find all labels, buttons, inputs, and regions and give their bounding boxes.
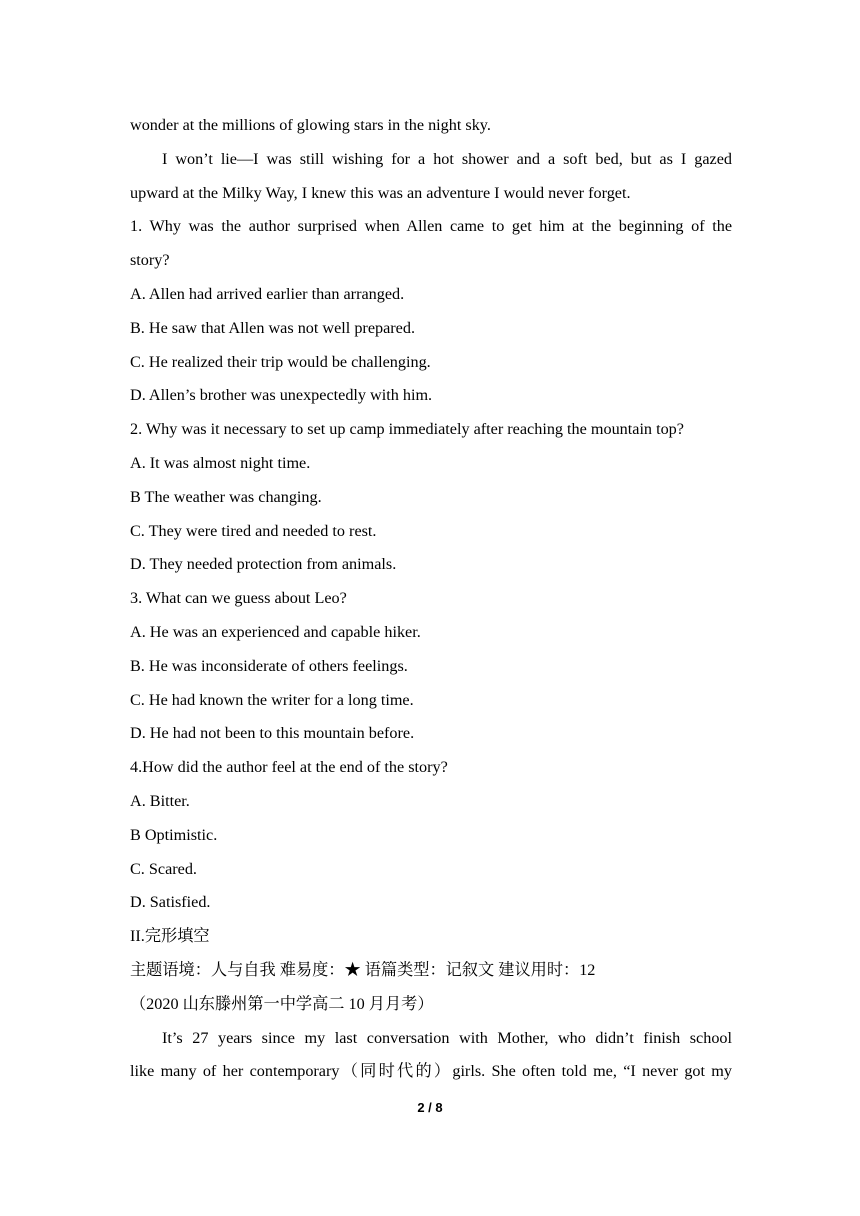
question-4-option-b: B Optimistic.: [130, 825, 218, 844]
section-info: 主题语境：人与自我 难易度：★ 语篇类型：记叙文 建议用时：12: [130, 960, 596, 979]
cloze-passage-line: It’s 27 years since my last conversation with Mother, who didn’t finish school: [162, 1028, 732, 1047]
question-1-option-c: C. He realized their trip would be challenging.: [130, 352, 431, 371]
passage-line: I won’t lie—I was still wishing for a hot shower and a soft bed, but as I gazed: [162, 149, 732, 168]
page-number: 2 / 8: [417, 1100, 443, 1115]
question-4-option-a: A. Bitter.: [130, 791, 190, 810]
question-4-option-d: D. Satisfied.: [130, 893, 211, 912]
passage-line: wonder at the millions of glowing stars in the night sky.: [130, 116, 491, 134]
question-1-option-b: B. He saw that Allen was not well prepared.: [130, 318, 416, 337]
question-2-option-c: C. They were tired and needed to rest.: [130, 521, 377, 540]
question-2-stem: 2. Why was it necessary to set up camp immediately after reaching the mountain top?: [130, 420, 684, 439]
question-1-option-a: A. Allen had arrived earlier than arranged.: [130, 284, 405, 303]
question-3-option-a: A. He was an experienced and capable hiker.: [130, 622, 421, 641]
cloze-passage-line: like many of her contemporary（同时代的）girls. She often told me, “I never got my: [130, 1062, 732, 1081]
question-4-stem: 4.How did the author feel at the end of the story?: [130, 758, 448, 777]
question-1-stem: 1. Why was the author surprised when Allen came to get him at the beginning of the: [130, 217, 732, 236]
question-3-stem: 3. What can we guess about Leo?: [130, 589, 347, 608]
question-2-option-b: B The weather was changing.: [130, 487, 322, 506]
page-content: [130, 109, 732, 1089]
question-2-option-d: D. They needed protection from animals.: [130, 555, 397, 574]
section-heading: II.完形填空: [130, 927, 210, 946]
question-2-option-a: A. It was almost night time.: [130, 453, 311, 472]
question-3-option-d: D. He had not been to this mountain before.: [130, 724, 415, 743]
question-3-option-c: C. He had known the writer for a long time.: [130, 690, 414, 709]
question-4-option-c: C. Scared.: [130, 859, 197, 878]
question-3-option-b: B. He was inconsiderate of others feelings.: [130, 656, 408, 675]
question-1-option-d: D. Allen’s brother was unexpectedly with him.: [130, 386, 433, 405]
question-1-stem-continued: story?: [130, 251, 170, 270]
passage-line: upward at the Milky Way, I knew this was an adventure I would never forget.: [130, 183, 631, 202]
section-source: （2020 山东滕州第一中学高二 10 月月考）: [130, 994, 434, 1013]
